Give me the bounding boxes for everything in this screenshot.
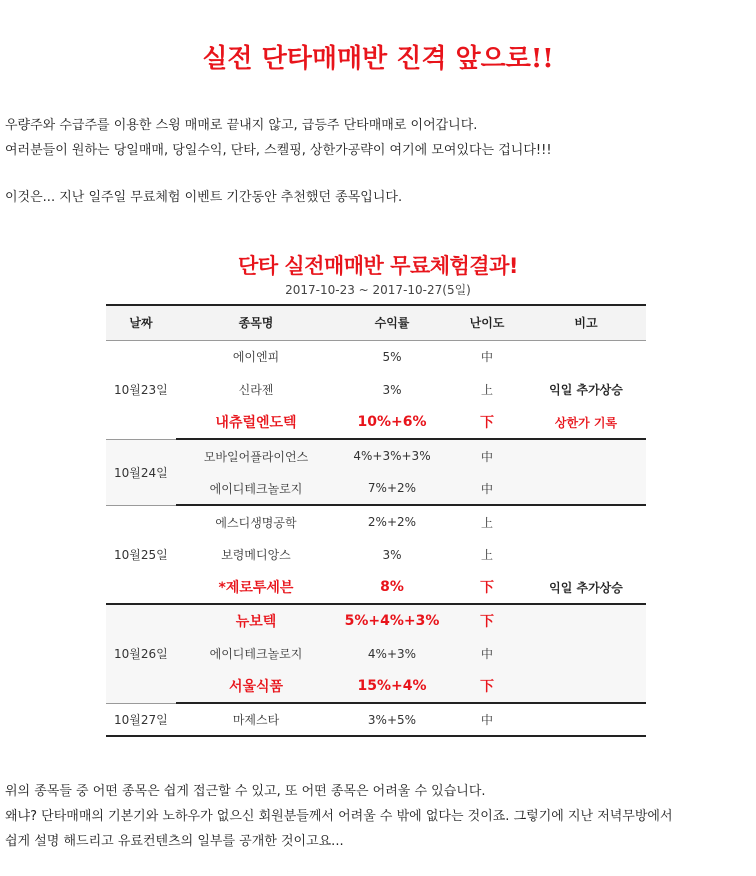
- cell-return: 4%+3%: [336, 637, 448, 670]
- intro-paragraph: [5, 113, 552, 163]
- intro-line: 여러분들이 원하는 당일매매, 당일수익, 단타, 스켈핑, 상한가공략이 여기에 모여있다는 겁니다!!!: [5, 143, 552, 158]
- table-row: [106, 373, 646, 406]
- results-date-group: [106, 439, 646, 505]
- cell-note: 익일 추가상승: [549, 383, 623, 397]
- table-row: [106, 703, 646, 736]
- cell-stock-name: 서울식품: [176, 670, 336, 703]
- cell-stock-name: 모바일어플라이언스: [176, 439, 336, 472]
- cell-return: 3%: [382, 382, 402, 397]
- cell-note: [526, 439, 646, 472]
- cell-date: 10월27일: [106, 703, 176, 736]
- cell-date: 10월24일: [106, 439, 176, 505]
- cell-stock-name: 에이디테크놀로지: [176, 472, 336, 505]
- table-row: [106, 538, 646, 571]
- cell-difficulty: 下: [448, 571, 526, 604]
- cell-return: 7%+2%: [336, 472, 448, 505]
- cell-note: [526, 604, 646, 637]
- result-period: 2017-10-23 ~ 2017-10-27(5일): [285, 283, 471, 297]
- results-header-row: [106, 305, 646, 340]
- table-row: [106, 604, 646, 637]
- table-row: [106, 571, 646, 604]
- cell-note: 익일 추가상승: [526, 571, 646, 604]
- intro-line: 우량주와 수급주를 이용한 스윙 매매로 끝내지 않고, 급등주 단타매매로 이어갑니다.: [5, 118, 478, 133]
- cell-stock-name: 보령메디앙스: [221, 548, 291, 562]
- cell-note: [526, 670, 646, 703]
- cell-note: [526, 505, 646, 538]
- cell-return: 3%+5%: [336, 703, 448, 736]
- cell-return: 3%: [382, 547, 402, 562]
- cell-return: 2%+2%: [336, 505, 448, 538]
- cell-note: [526, 340, 646, 373]
- cell-difficulty: 下: [448, 406, 526, 439]
- closing-line: 쉽게 설명 해드리고 유료컨텐츠의 일부를 공개한 것이고요...: [5, 834, 344, 849]
- table-row: [106, 439, 646, 472]
- table-row: [106, 637, 646, 670]
- table-row: [106, 472, 646, 505]
- table-row: [106, 340, 646, 373]
- closing-paragraph: [5, 779, 673, 854]
- cell-date: 10월23일: [114, 383, 168, 397]
- cell-note: 상한가 기록: [526, 406, 646, 439]
- results-table: [106, 304, 646, 737]
- cell-difficulty: 下: [448, 604, 526, 637]
- result-title: 단타 실전매매반 무료체험결과!: [238, 254, 518, 278]
- header-stock-name: 종목명: [176, 305, 336, 340]
- cell-date: 10월26일: [106, 604, 176, 703]
- cell-stock-name: 신라젠: [238, 383, 274, 397]
- cell-note: [526, 538, 646, 571]
- cell-difficulty: 上: [480, 383, 493, 397]
- cell-return: 5%: [382, 349, 402, 364]
- cell-difficulty: 中: [448, 703, 526, 736]
- closing-line: 왜냐? 단타매매의 기본기와 노하우가 없으신 회원분들께서 어려울 수 밖에 없다는 것이죠. 그렇기에 지난 저녁무방에서: [5, 809, 673, 824]
- cell-difficulty: 下: [448, 670, 526, 703]
- results-date-group: [106, 340, 646, 439]
- closing-line: 위의 종목들 중 어떤 종목은 쉽게 접근할 수 있고, 또 어떤 종목은 어려울 수 있습니다.: [5, 784, 486, 799]
- cell-stock-name: 마제스타: [176, 703, 336, 736]
- header-note: 비고: [526, 305, 646, 340]
- cell-note: [526, 637, 646, 670]
- cell-date: 10월25일: [106, 505, 176, 604]
- cell-difficulty: 中: [448, 472, 526, 505]
- lead-paragraph: [5, 185, 402, 210]
- cell-difficulty: 上: [448, 505, 526, 538]
- cell-difficulty: 中: [480, 350, 493, 365]
- results-date-group: [106, 505, 646, 604]
- table-row: [106, 670, 646, 703]
- cell-stock-name: *제로투세븐: [176, 571, 336, 604]
- header-return: 수익률: [336, 305, 448, 340]
- cell-note: [526, 703, 646, 736]
- page-headline: 실전 단타매매반 진격 앞으로!!: [202, 44, 554, 74]
- results-date-group: [106, 604, 646, 703]
- header-date: 날짜: [106, 305, 176, 340]
- cell-note: [526, 472, 646, 505]
- cell-return: 5%+4%+3%: [336, 604, 448, 637]
- cell-difficulty: 中: [448, 637, 526, 670]
- cell-return: 10%+6%: [336, 406, 448, 439]
- cell-stock-name: 뉴보텍: [176, 604, 336, 637]
- cell-stock-name: 에스디생명공학: [176, 505, 336, 538]
- cell-difficulty: 上: [480, 548, 493, 562]
- cell-return: 4%+3%+3%: [336, 439, 448, 472]
- header-difficulty: 난이도: [448, 305, 526, 340]
- cell-stock-name: 내츄럴엔도텍: [176, 406, 336, 439]
- cell-stock-name: 에이엔피: [232, 350, 280, 365]
- cell-return: 15%+4%: [336, 670, 448, 703]
- cell-return: 8%: [336, 571, 448, 604]
- lead-line: 이것은... 지난 일주일 무료체험 이벤트 기간동안 추천했던 종목입니다.: [5, 190, 403, 205]
- results-date-group: [106, 703, 646, 736]
- table-row: [106, 505, 646, 538]
- table-row: [106, 406, 646, 439]
- cell-difficulty: 中: [448, 439, 526, 472]
- cell-stock-name: 에이디테크놀로지: [176, 637, 336, 670]
